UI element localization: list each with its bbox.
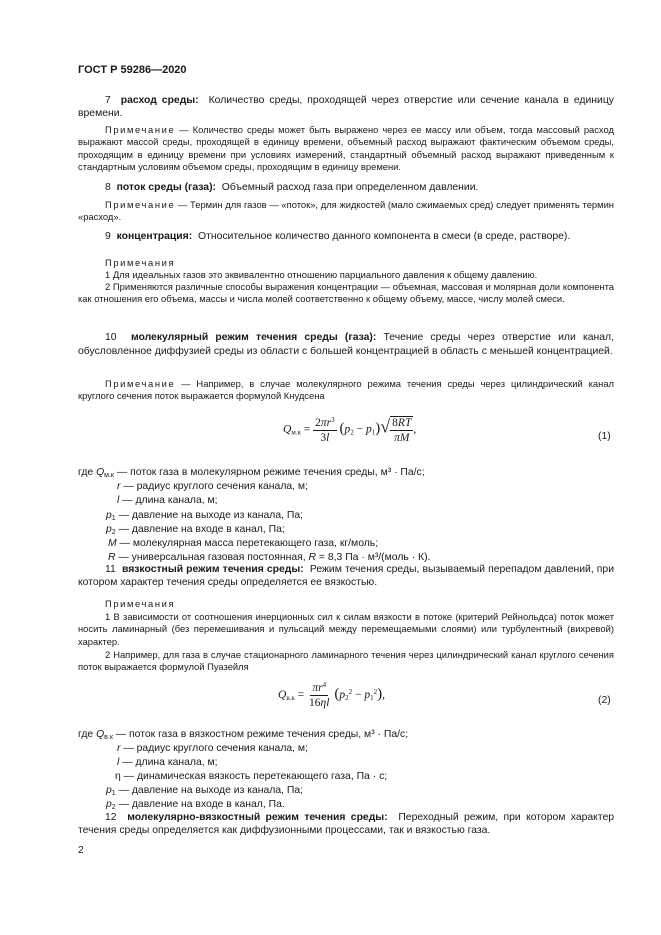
- knudsen-formula: $Q_{м.к}$ = $\frac{2\pi r^3}{3l}$ $(p_2 - p_1)√$ $\frac{8RT}{\pi M}$ ,: [283, 415, 417, 444]
- term-11-definition: 11 вязкостный режим течения среды: Режим течения среды, вызываемый перепадом давлений, при котором характер течения среды определяется ее вязкостью.: [78, 564, 615, 589]
- term-9-notes-label: Примечания: [105, 257, 176, 268]
- formula-1-number: (1): [598, 431, 611, 442]
- formula-1-def-m: M — молекулярная масса перетекающего газа, кг/моль;: [108, 538, 379, 549]
- formula-2-def-p2: $p_2$ — давление на входе в канал, Па.: [106, 799, 285, 811]
- formula-1-def-p2: $p_2$ — давление на входе в канал, Па;: [106, 524, 285, 536]
- formula-2-def-q: где $Q_{в.к}$ — поток газа в вязкостном режиме течения среды, м³ · Па/с;: [78, 729, 409, 741]
- term-11-notes-label: Примечания: [105, 598, 176, 609]
- term-12-definition: 12 молекулярно-вязкостный режим течения среды: Переходный режим, при котором характер течения среды определяется как диффузионными процессами, так и вязкостью газа.: [78, 812, 615, 837]
- term-9-note-1: 1 Для идеальных газов это эквивалентно отношению парциального давления к общему давлению.: [105, 269, 538, 280]
- formula-1-def-l: l — длина канала, м;: [117, 495, 218, 506]
- term-7-definition: 7 расход среды: Количество среды, проходящей через отверстие или сечение канала в единицу времени.: [78, 95, 614, 120]
- formula-1-def-r: r — радиус круглого сечения канала, м;: [117, 481, 308, 492]
- term-8-note: Примечание — Термин для газов — «поток», для жидкостей (мало сжимаемых сред) следует применять термин «расход».: [78, 199, 614, 223]
- formula-2-number: (2): [598, 695, 611, 706]
- formula-1-def-q: где $Q_{м.к}$ — поток газа в молекулярном режиме течения среды, м³ · Па/с;: [78, 467, 425, 479]
- formula-1-def-p1: $p_1$ — давление на выходе из канала, Па;: [106, 510, 304, 522]
- term-9-definition: 9 концентрация: Относительное количество данного компонента в смеси (в среде, растворе).: [105, 231, 571, 242]
- term-10-note: Примечание — Например, в случае молекулярного режима течения среды через цилиндрический канал круглого сечения поток выражается формулой Кнудсена: [78, 378, 614, 402]
- formula-2-def-p1: $p_1$ — давление на выходе из канала, Па;: [106, 785, 304, 797]
- term-11-note-2: 2 Например, для газа в случае стационарного ламинарного течения через цилиндрический канал круглого сечения поток выражается формулой Пуазейля: [78, 649, 614, 673]
- formula-1-def-gas-constant: R — универсальная газовая постоянная, R = 8,3 Па · м³/(моль · К).: [108, 552, 431, 563]
- term-8-definition: 8 поток среды (газа): Объемный расход газа при определенном давлении.: [105, 182, 479, 193]
- page-number: 2: [78, 845, 84, 856]
- formula-2-def-r: r — радиус круглого сечения канала, м;: [117, 743, 308, 754]
- formula-2-def-eta: η — динамическая вязкость перетекающего газа, Па · с;: [115, 771, 388, 782]
- poiseuille-formula: $Q_{в.к}$ = $\frac{\pi r^4}{16\eta l}$ $(p_2^2 - p_1^2)$,: [278, 681, 385, 709]
- formula-2-def-l: l — длина канала, м;: [117, 757, 218, 768]
- term-11-note-1: 1 В зависимости от соотношения инерционных сил к силам вязкости в потоке (критерий Рейнольдса) поток может носить ламинарный (без перемешивания и пульсаций между перемещаемыми слоями) или турбулентный (вихревой) характер.: [78, 611, 614, 647]
- term-7-note: Примечание — Количество среды может быть выражено через ее массу или объем, тогда массовый расход выражают массой среды, проходящей в единицу времени, объемный расход выражают фактическим объемом среды, проходящим в единицу времени при условиях измерений, стандартный объемный расход выражают приведенным к стандартным условиям объемом среды, проходящим в единицу времени.: [78, 124, 614, 173]
- term-10-definition: 10 молекулярный режим течения среды (газа): Течение среды через отверстие или канал, обусловленное диффузией среды из области с большей концентрацией в область с меньшей концентрацией.: [78, 332, 614, 357]
- term-9-note-2: 2 Применяются различные способы выражения концентрации — объемная, массовая и молярная доли компонента как отношения его объема, массы и числа молей соответственно к общему объему, массе, числу молей смеси.: [78, 281, 614, 305]
- document-header: ГОСТ Р 59286—2020: [78, 64, 187, 76]
